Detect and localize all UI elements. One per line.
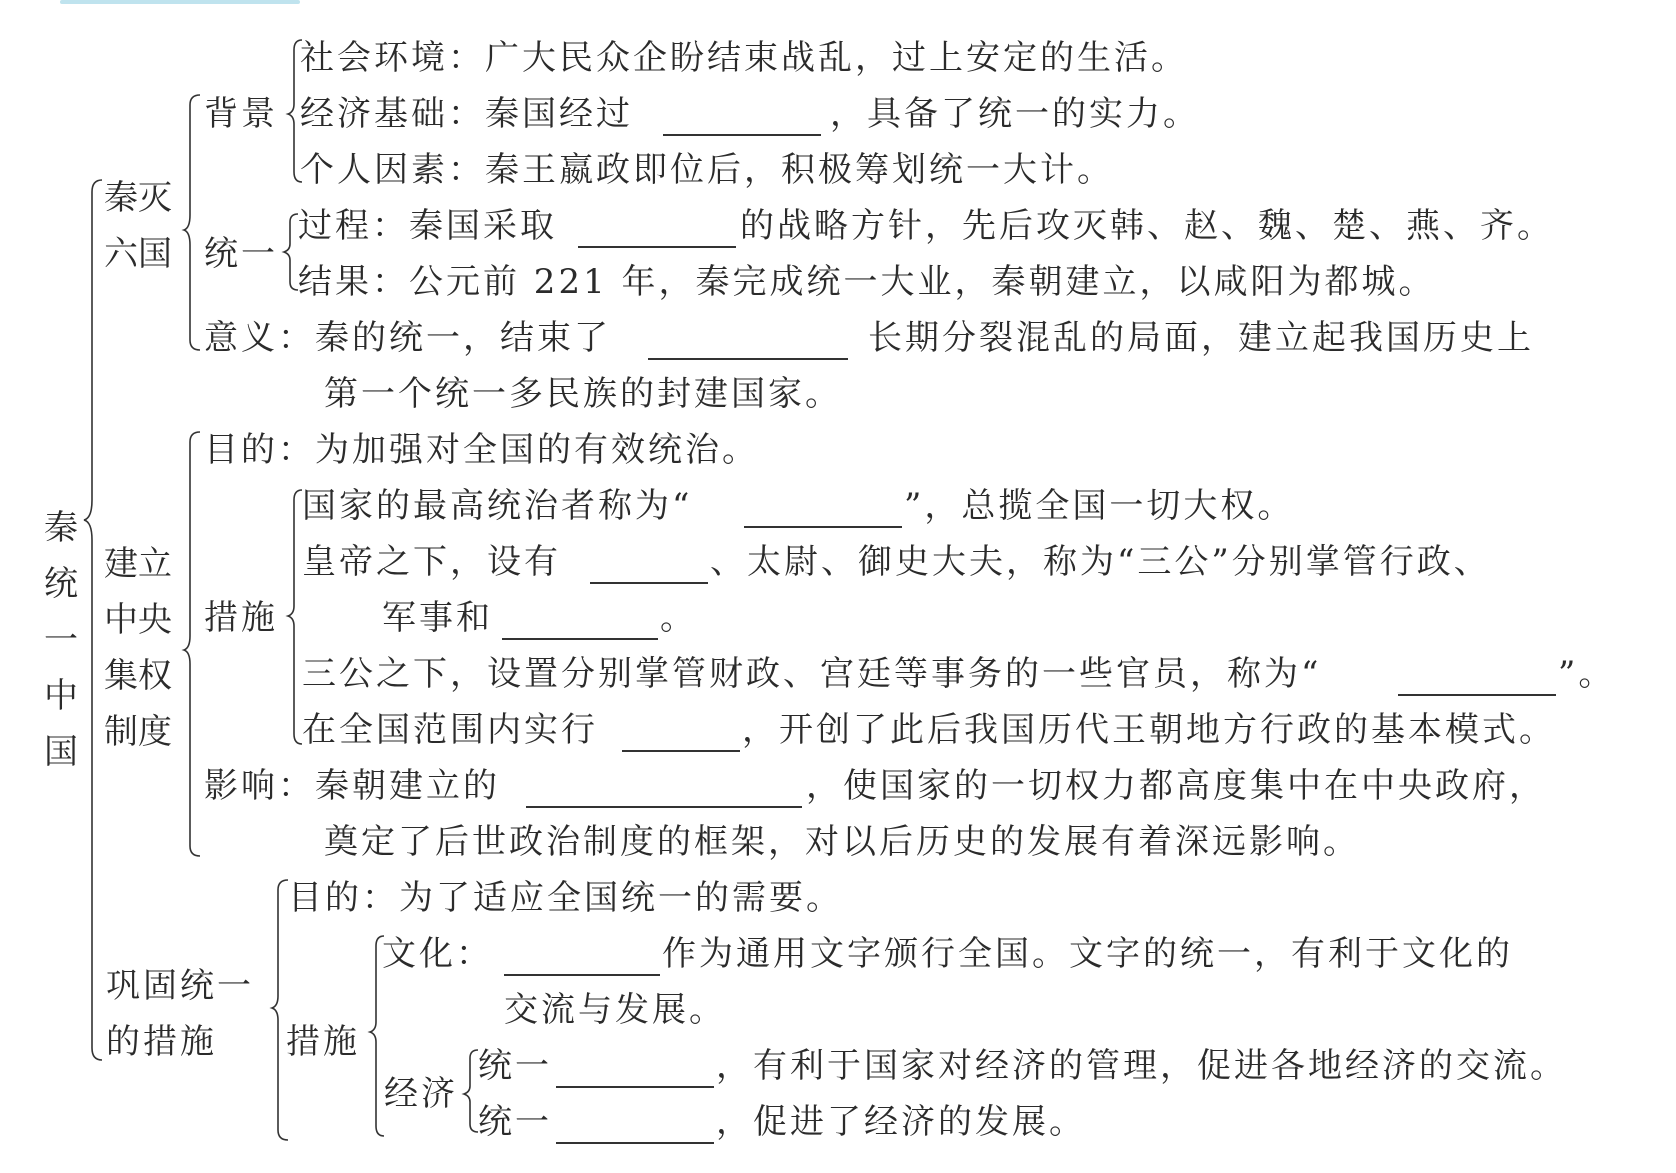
unify-process-before: 过程：秦国采取: [298, 206, 557, 246]
unify-label: 统一: [204, 234, 278, 274]
blank-11[interactable]: [556, 1086, 714, 1088]
qin-bracket: [184, 95, 200, 350]
central-label: 建立中央集权制度: [104, 544, 172, 752]
background-label: 背景: [204, 94, 278, 134]
central-measures-label: 措施: [204, 598, 278, 638]
background-economic-before: 经济基础：秦国经过: [300, 94, 633, 134]
root-label: 秦统一中国: [44, 508, 78, 772]
measure2-before: 皇帝之下，设有: [302, 542, 561, 582]
consolidate-label-line2: 的措施: [106, 1022, 217, 1062]
influence-line2: 奠定了后世政治制度的框架，对以后历史的发展有着深远影响。: [324, 822, 1360, 862]
culture-line2: 交流与发展。: [504, 990, 726, 1030]
influence-line1-after: ，使国家的一切权力都高度集中在中央政府，: [806, 766, 1546, 806]
culture-before: 文化：: [382, 934, 493, 974]
significance-line2: 第一个统一多民族的封建国家。: [324, 374, 842, 414]
blank-12[interactable]: [556, 1142, 714, 1144]
culture-after: 作为通用文字颁行全国。文字的统一，有利于文化的: [662, 934, 1513, 974]
unify-process-after: 的战略方针，先后攻灭韩、赵、魏、楚、燕、齐。: [740, 206, 1554, 246]
economy-e2-after: ，促进了经济的发展。: [716, 1102, 1086, 1142]
economy-e2-before: 统一: [478, 1102, 552, 1142]
blank-7[interactable]: [1398, 694, 1556, 696]
measure4-before: 在全国范围内实行: [302, 710, 598, 750]
measure4-after: ，开创了此后我国历代王朝地方行政的基本模式。: [742, 710, 1556, 750]
unify-result: 结果：公元前 221 年，秦完成统一大业，秦朝建立，以咸阳为都城。: [298, 262, 1436, 302]
measure3-after: ”。: [1558, 654, 1616, 694]
economy-label: 经济: [384, 1074, 458, 1114]
consolidate-measures-label: 措施: [286, 1022, 360, 1062]
significance-line1-before: 意义：秦的统一，结束了: [204, 318, 611, 358]
blank-9[interactable]: [526, 806, 802, 808]
background-social: 社会环境：广大民众企盼结束战乱，过上安定的生活。: [300, 38, 1188, 78]
blank-10[interactable]: [504, 974, 660, 976]
consolidate-bracket: [272, 880, 288, 1140]
background-personal: 个人因素：秦王嬴政即位后，积极筹划统一大计。: [300, 150, 1114, 190]
central-measures-bracket: [288, 490, 302, 744]
blank-4[interactable]: [744, 526, 902, 528]
economy-e1-before: 统一: [478, 1046, 552, 1086]
blank-2[interactable]: [578, 246, 736, 248]
central-bracket: [184, 432, 200, 856]
central-purpose: 目的：为加强对全国的有效统治。: [204, 430, 759, 470]
measure3-before: 三公之下，设置分别掌管财政、宫廷等事务的一些官员，称为“: [302, 654, 1322, 694]
economy-e1-after: ，有利于国家对经济的管理，促进各地经济的交流。: [716, 1046, 1567, 1086]
unify-bracket: [284, 214, 298, 290]
blank-3[interactable]: [648, 358, 848, 360]
measure1-before: 国家的最高统治者称为“: [302, 486, 693, 526]
measure2b-before: 军事和: [382, 598, 493, 638]
root-bracket: [84, 180, 102, 1060]
measure2b-after: 。: [660, 598, 697, 638]
blank-6[interactable]: [502, 638, 658, 640]
consolidate-purpose: 目的：为了适应全国统一的需要。: [288, 878, 843, 918]
measure2-after: 、太尉、御史大夫，称为“三公”分别掌管行政、: [710, 542, 1491, 582]
significance-line1-after: 长期分裂混乱的局面，建立起我国历史上: [868, 318, 1534, 358]
blank-5[interactable]: [590, 582, 708, 584]
measure1-after: ”，总揽全国一切大权。: [904, 486, 1295, 526]
background-economic-after: ，具备了统一的实力。: [830, 94, 1200, 134]
influence-line1-before: 影响：秦朝建立的: [204, 766, 500, 806]
qin-label: 秦灭六国: [104, 178, 172, 274]
blank-1[interactable]: [663, 134, 821, 136]
economy-bracket: [464, 1050, 478, 1132]
blank-8[interactable]: [622, 750, 740, 752]
consolidate-label-line1: 巩固统一: [106, 966, 254, 1006]
